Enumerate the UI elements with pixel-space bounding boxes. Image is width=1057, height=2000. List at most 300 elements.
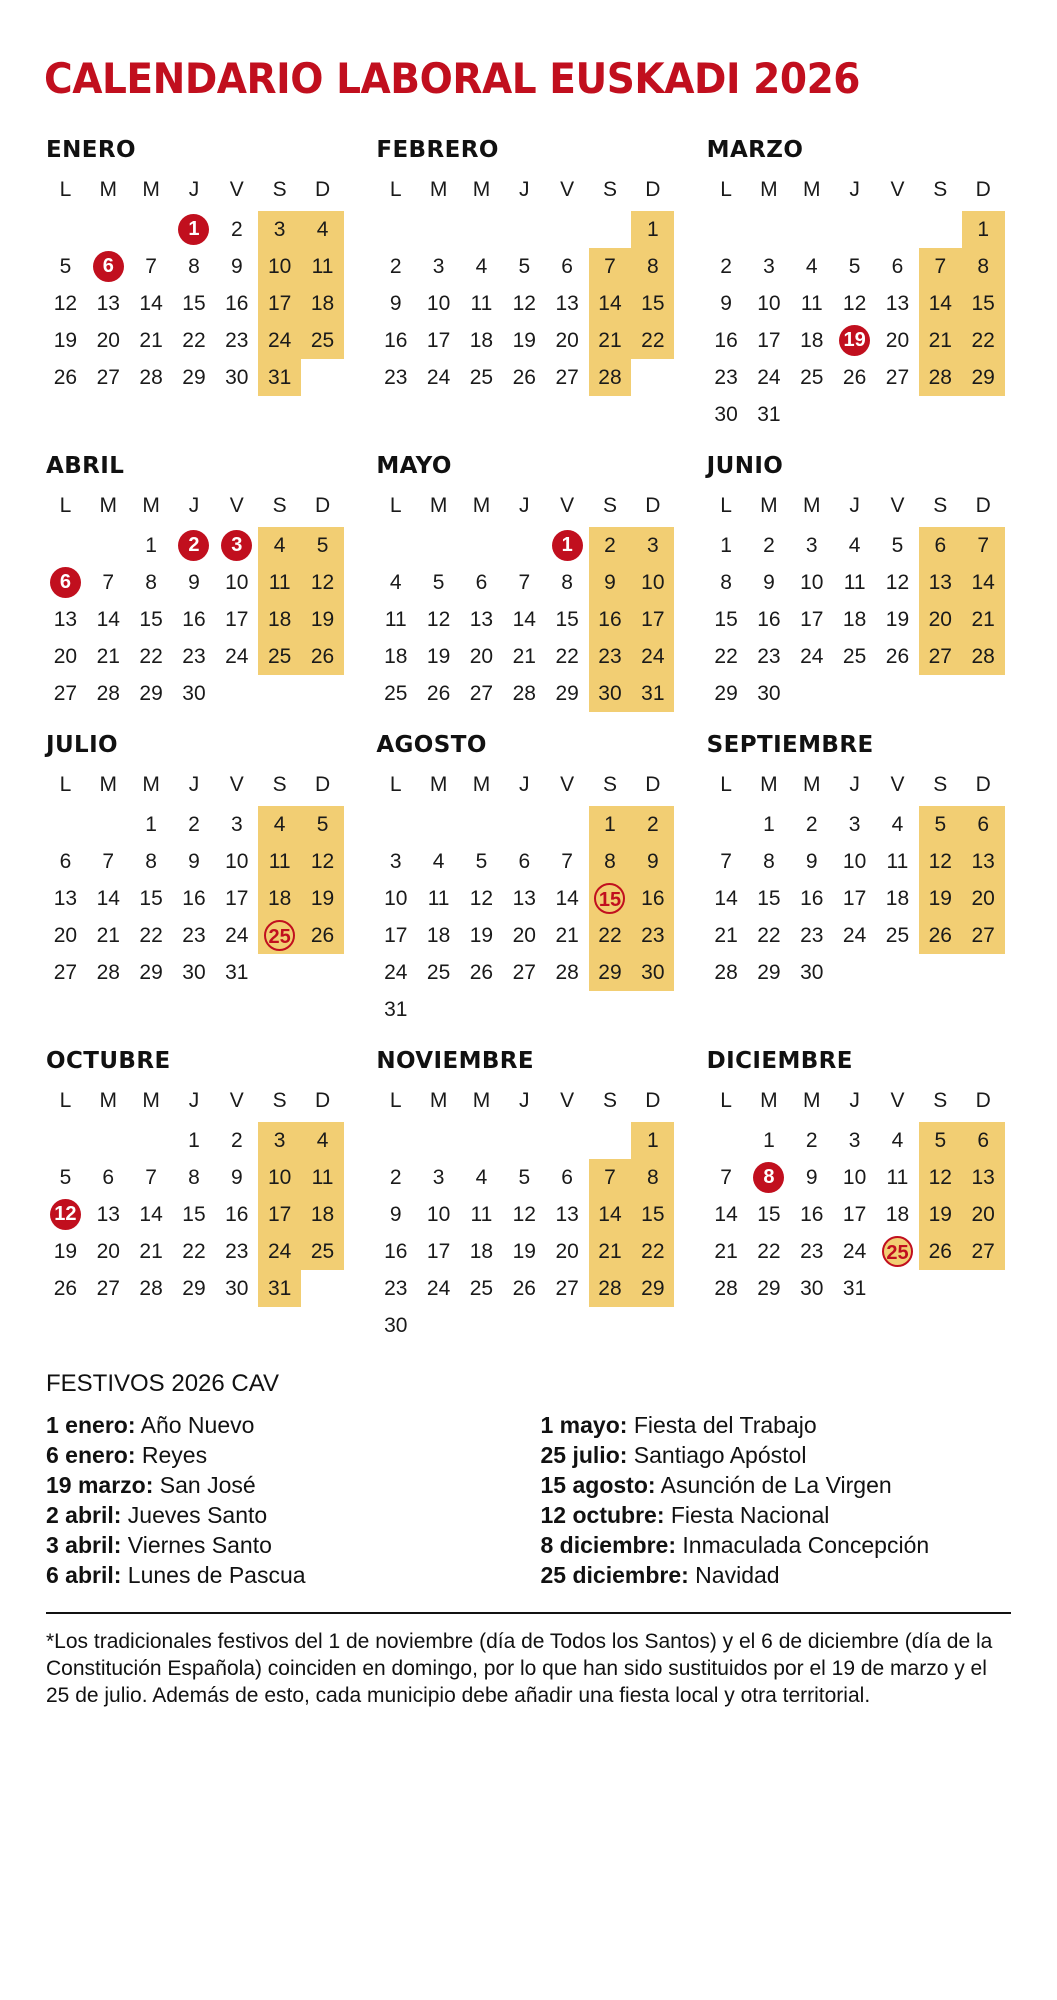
holiday-day: 1: [173, 211, 216, 248]
empty-cell: [705, 1122, 748, 1159]
month-table: [44, 489, 344, 712]
day-cell: 28: [714, 1277, 738, 1300]
day-cell: 15: [757, 887, 781, 910]
day-cell: 19: [53, 329, 78, 352]
weekday-header: V: [560, 773, 575, 796]
day-cell: 8: [720, 571, 732, 594]
day-cell: 14: [555, 887, 579, 910]
day-cell: 8: [763, 850, 775, 873]
week-row: [374, 1307, 674, 1344]
empty-cell: [919, 1270, 962, 1307]
empty-cell: [130, 1122, 173, 1159]
empty-cell: [417, 1307, 460, 1344]
month-table: [374, 1084, 674, 1344]
empty-cell: [44, 527, 87, 564]
week-row: [374, 322, 674, 359]
empty-cell: [301, 675, 344, 712]
weekday-header: D: [975, 494, 991, 517]
day-cell: 29: [714, 682, 738, 705]
day-cell: 17: [800, 608, 824, 631]
day-cell: 26: [919, 917, 962, 954]
day-cell: 23: [800, 924, 824, 947]
weekday-header: J: [188, 773, 200, 796]
empty-cell: [374, 211, 417, 248]
day-cell: 30: [800, 1277, 824, 1300]
empty-cell: [503, 211, 546, 248]
day-cell: 25: [301, 322, 344, 359]
empty-cell: [460, 806, 503, 843]
empty-cell: [876, 211, 919, 248]
weekday-header: D: [314, 1089, 331, 1112]
empty-cell: [460, 991, 503, 1028]
day-cell: 24: [384, 961, 408, 984]
weekday-header: L: [59, 1089, 72, 1112]
day-cell: 10: [258, 248, 301, 285]
week-row: [374, 638, 674, 675]
day-cell: 31: [842, 1277, 867, 1300]
day-cell: 6: [561, 255, 573, 278]
month-octubre: [44, 1048, 352, 1344]
day-cell: 3: [258, 1122, 301, 1159]
day-cell: 18: [469, 1240, 494, 1263]
day-cell: 19: [919, 880, 962, 917]
festivo-date: 1 mayo:: [540, 1412, 628, 1438]
week-row: [374, 1159, 674, 1196]
weekday-header: M: [429, 494, 448, 517]
empty-cell: [833, 396, 876, 433]
day-cell: 22: [962, 322, 1005, 359]
day-cell: 17: [225, 608, 249, 631]
day-cell: 16: [384, 329, 408, 352]
day-cell: 25: [800, 366, 824, 389]
month-title: FEBRERO: [376, 137, 499, 163]
day-cell: 9: [805, 1166, 818, 1189]
empty-cell: [258, 675, 301, 712]
week-row: [374, 527, 674, 564]
festivo-name: Viernes Santo: [121, 1532, 272, 1558]
day-cell: 9: [188, 571, 200, 594]
weekday-header: V: [229, 494, 244, 517]
day-cell: 8: [962, 248, 1005, 285]
day-cell: 25: [842, 645, 867, 668]
day-cell: 24: [842, 1240, 867, 1263]
month-title: ABRIL: [46, 453, 125, 479]
day-cell: 6: [962, 806, 1005, 843]
day-cell: 15: [139, 608, 163, 631]
weekday-header: M: [142, 1089, 160, 1112]
weekday-header: D: [645, 773, 661, 796]
weekday-header: J: [849, 494, 860, 517]
day-cell: 23: [589, 638, 632, 675]
day-cell: 15: [555, 608, 579, 631]
day-cell: 8: [589, 843, 632, 880]
week-row: [44, 211, 344, 248]
festivo-name: Reyes: [135, 1442, 208, 1468]
month-table: [374, 489, 674, 712]
day-cell: 2: [389, 255, 402, 278]
day-cell: 22: [139, 645, 163, 668]
day-cell: 28: [139, 1277, 163, 1300]
empty-cell: [460, 1122, 503, 1159]
day-cell: 18: [384, 645, 408, 668]
day-cell: 9: [230, 255, 243, 278]
day-cell: 20: [512, 924, 536, 947]
empty-cell: [919, 211, 962, 248]
day-cell: 18: [258, 601, 301, 638]
day-cell: 12: [469, 887, 494, 910]
day-cell: 17: [258, 285, 301, 322]
day-cell: 19: [426, 645, 451, 668]
day-cell: 23: [757, 645, 781, 668]
month-table: [374, 173, 674, 396]
day-cell: 30: [589, 675, 632, 712]
week-row: [374, 248, 674, 285]
week-row: [705, 954, 1005, 991]
weekday-header: L: [720, 773, 732, 796]
day-cell: 13: [555, 292, 579, 315]
day-cell: 2: [631, 806, 674, 843]
week-row: [705, 527, 1005, 564]
day-cell: 17: [842, 887, 867, 910]
day-cell: 16: [225, 1203, 249, 1226]
week-row: [44, 675, 344, 712]
day-cell: 24: [258, 322, 301, 359]
day-cell: 1: [763, 1129, 775, 1152]
day-cell: 28: [555, 961, 579, 984]
month-title: OCTUBRE: [46, 1048, 171, 1074]
day-cell: 28: [589, 359, 632, 396]
day-cell: 13: [512, 887, 536, 910]
day-cell: 12: [842, 292, 867, 315]
festivo-date: 25 diciembre:: [540, 1562, 689, 1588]
weekday-header: L: [389, 773, 402, 796]
month-table: [705, 489, 1005, 712]
empty-cell: [87, 1122, 130, 1159]
day-cell: 20: [919, 601, 962, 638]
day-cell: 5: [891, 534, 904, 557]
weekday-header: L: [720, 494, 732, 517]
week-row: [374, 1122, 674, 1159]
weekday-header: L: [59, 494, 72, 517]
festivo-date: 8 diciembre:: [540, 1532, 676, 1558]
day-cell: 5: [432, 571, 445, 594]
day-cell: 22: [757, 1240, 781, 1263]
day-cell: 22: [714, 645, 738, 668]
weekday-header: J: [188, 178, 200, 201]
day-cell: 5: [518, 255, 531, 278]
empty-cell: [790, 675, 833, 712]
month-title: MARZO: [706, 137, 804, 163]
day-cell: 20: [96, 1240, 120, 1263]
day-cell: 24: [842, 924, 867, 947]
day-cell: 16: [757, 608, 781, 631]
day-cell: 16: [800, 887, 824, 910]
day-cell: 16: [589, 601, 632, 638]
holiday-day-weekend: 25: [876, 1233, 919, 1270]
day-cell: 18: [469, 329, 494, 352]
day-cell: 15: [962, 285, 1005, 322]
day-cell: 21: [589, 322, 632, 359]
week-row: [705, 359, 1005, 396]
day-cell: 23: [714, 366, 738, 389]
month-title: NOVIEMBRE: [376, 1048, 535, 1074]
weekday-header: J: [849, 1089, 860, 1112]
day-cell: 7: [102, 850, 115, 873]
empty-cell: [417, 527, 460, 564]
empty-cell: [589, 1122, 632, 1159]
festivo-item: [46, 1500, 519, 1530]
day-cell: 28: [512, 682, 536, 705]
day-cell: 27: [469, 682, 494, 705]
festivo-name: Inmaculada Concepción: [676, 1532, 930, 1558]
holiday-day: 19: [833, 322, 876, 359]
day-cell: 28: [962, 638, 1005, 675]
day-cell: 19: [301, 601, 344, 638]
festivos-heading: FESTIVOS 2026 CAV: [46, 1370, 279, 1397]
week-row: [374, 211, 674, 248]
empty-cell: [374, 806, 417, 843]
week-row: [374, 285, 674, 322]
day-cell: 8: [561, 571, 573, 594]
month-junio: [705, 453, 1013, 712]
day-cell: 11: [301, 248, 344, 285]
day-cell: 6: [561, 1166, 573, 1189]
month-mayo: [374, 453, 682, 712]
weekday-header: S: [933, 178, 948, 201]
weekday-header: M: [472, 1089, 491, 1112]
day-cell: 20: [962, 1196, 1005, 1233]
day-cell: 4: [848, 534, 861, 557]
day-cell: 29: [182, 1277, 206, 1300]
weekday-header: M: [429, 1089, 448, 1112]
week-row: [705, 880, 1005, 917]
day-cell: 29: [139, 961, 163, 984]
empty-cell: [919, 675, 962, 712]
month-table: [705, 173, 1005, 433]
weekday-header: M: [142, 773, 160, 796]
day-cell: 21: [962, 601, 1005, 638]
day-cell: 27: [919, 638, 962, 675]
empty-cell: [546, 1307, 589, 1344]
day-cell: 6: [919, 527, 962, 564]
day-cell: 19: [469, 924, 494, 947]
day-cell: 10: [842, 1166, 867, 1189]
day-cell: 18: [301, 1196, 344, 1233]
day-cell: 27: [96, 1277, 120, 1300]
weekday-header: S: [272, 1089, 287, 1112]
empty-cell: [374, 527, 417, 564]
day-cell: 19: [53, 1240, 78, 1263]
empty-cell: [631, 1307, 674, 1344]
weekday-header: M: [760, 494, 778, 517]
empty-cell: [546, 991, 589, 1028]
day-cell: 22: [182, 1240, 206, 1263]
day-cell: 29: [631, 1270, 674, 1307]
day-cell: 28: [919, 359, 962, 396]
month-diciembre: [705, 1048, 1013, 1344]
month-title: ENERO: [46, 137, 136, 163]
day-cell: 21: [512, 645, 536, 668]
empty-cell: [962, 1270, 1005, 1307]
holiday-day: 8: [748, 1159, 791, 1196]
week-row: [44, 248, 344, 285]
empty-cell: [417, 991, 460, 1028]
day-cell: 2: [230, 218, 243, 241]
empty-cell: [258, 954, 301, 991]
day-cell: 23: [225, 329, 249, 352]
weekday-header: L: [720, 178, 732, 201]
festivo-item: [46, 1440, 519, 1470]
day-cell: 7: [561, 850, 573, 873]
day-cell: 10: [225, 850, 249, 873]
day-cell: 5: [919, 806, 962, 843]
day-cell: 26: [301, 638, 344, 675]
day-cell: 7: [102, 571, 115, 594]
empty-cell: [503, 1307, 546, 1344]
weekday-header: L: [720, 1089, 732, 1112]
week-row: [705, 675, 1005, 712]
empty-cell: [301, 954, 344, 991]
empty-cell: [460, 211, 503, 248]
day-cell: 28: [96, 682, 120, 705]
weekday-header: D: [645, 178, 661, 201]
day-cell: 14: [714, 887, 738, 910]
day-cell: 11: [470, 292, 493, 315]
day-cell: 24: [800, 645, 824, 668]
day-cell: 13: [469, 608, 494, 631]
week-row: [44, 359, 344, 396]
weekday-header: S: [602, 1089, 617, 1112]
day-cell: 11: [843, 571, 866, 594]
day-cell: 7: [518, 571, 531, 594]
weekday-header: S: [272, 494, 287, 517]
weekday-header: J: [519, 773, 530, 796]
empty-cell: [833, 954, 876, 991]
day-cell: 6: [518, 850, 531, 873]
weekday-header: M: [142, 494, 160, 517]
day-cell: 22: [139, 924, 163, 947]
weekday-header: D: [314, 178, 331, 201]
festivo-name: Año Nuevo: [135, 1412, 255, 1438]
day-cell: 3: [763, 255, 775, 278]
empty-cell: [748, 211, 791, 248]
empty-cell: [44, 1122, 87, 1159]
day-cell: 17: [426, 329, 451, 352]
day-cell: 8: [631, 1159, 674, 1196]
week-row: [374, 954, 674, 991]
day-cell: 12: [919, 843, 962, 880]
empty-cell: [546, 806, 589, 843]
day-cell: 13: [96, 1203, 120, 1226]
day-cell: 6: [475, 571, 488, 594]
weekday-header: L: [59, 773, 72, 796]
week-row: [705, 396, 1005, 433]
day-cell: 17: [225, 887, 249, 910]
weekday-header: L: [389, 178, 402, 201]
empty-cell: [876, 396, 919, 433]
festivo-item: [541, 1410, 1014, 1440]
weekday-header: M: [803, 494, 821, 517]
day-cell: 14: [96, 608, 120, 631]
day-cell: 19: [885, 608, 910, 631]
festivo-date: 12 octubre:: [540, 1502, 665, 1528]
day-cell: 2: [389, 1166, 402, 1189]
day-cell: 9: [230, 1166, 243, 1189]
empty-cell: [790, 396, 833, 433]
day-cell: 3: [432, 1166, 445, 1189]
day-cell: 23: [182, 645, 206, 668]
footnote: *Los tradicionales festivos del 1 de noviembre (día de Todos los Santos) y el 6 de diciembre (día de la Constitución Española) coinciden en domingo, por lo que han sido sustituidos por el 19 de marzo y el 25 de julio. Además de esto, cada municipio debe añadir una fiesta local y otra territorial.: [46, 1612, 1011, 1709]
day-cell: 2: [805, 1129, 818, 1152]
day-cell: 20: [555, 1240, 579, 1263]
week-row: [44, 1270, 344, 1307]
day-cell: 14: [512, 608, 536, 631]
month-table: [705, 1084, 1005, 1307]
empty-cell: [503, 806, 546, 843]
week-row: [44, 1233, 344, 1270]
weekday-header: D: [645, 1089, 661, 1112]
day-cell: 4: [389, 571, 402, 594]
day-cell: 7: [145, 255, 157, 278]
day-cell: 3: [230, 813, 243, 836]
day-cell: 4: [301, 1122, 344, 1159]
day-cell: 3: [389, 850, 402, 873]
day-cell: 26: [885, 645, 910, 668]
weekday-header: V: [229, 178, 244, 201]
week-row: [705, 806, 1005, 843]
day-cell: 11: [258, 843, 301, 880]
day-cell: 13: [555, 1203, 579, 1226]
weekday-header: L: [59, 178, 72, 201]
day-cell: 15: [631, 1196, 674, 1233]
weekday-header: M: [472, 494, 491, 517]
week-row: [374, 1233, 674, 1270]
day-cell: 1: [720, 534, 732, 557]
day-cell: 26: [512, 1277, 536, 1300]
empty-cell: [833, 211, 876, 248]
day-cell: 25: [258, 638, 301, 675]
day-cell: 1: [631, 211, 674, 248]
week-row: [374, 601, 674, 638]
month-noviembre: [374, 1048, 682, 1344]
day-cell: 15: [631, 285, 674, 322]
week-row: [705, 1196, 1005, 1233]
day-cell: 12: [512, 292, 536, 315]
empty-cell: [790, 211, 833, 248]
empty-cell: [546, 1122, 589, 1159]
month-title: MAYO: [376, 453, 452, 479]
day-cell: 6: [891, 255, 904, 278]
day-cell: 30: [384, 1314, 408, 1337]
day-cell: 29: [589, 954, 632, 991]
day-cell: 27: [555, 366, 579, 389]
day-cell: 6: [59, 850, 72, 873]
day-cell: 6: [102, 1166, 115, 1189]
empty-cell: [962, 675, 1005, 712]
day-cell: 16: [384, 1240, 408, 1263]
day-cell: 5: [475, 850, 488, 873]
weekday-header: D: [975, 1089, 991, 1112]
festivos-list: [46, 1410, 1013, 1590]
week-row: [374, 806, 674, 843]
weekday-header: M: [99, 1089, 118, 1112]
holiday-day: 1: [546, 527, 589, 564]
day-cell: 8: [631, 248, 674, 285]
day-cell: 17: [757, 329, 781, 352]
month-title: DICIEMBRE: [706, 1048, 853, 1074]
day-cell: 9: [389, 1203, 402, 1226]
festivo-date: 2 abril:: [46, 1502, 122, 1528]
